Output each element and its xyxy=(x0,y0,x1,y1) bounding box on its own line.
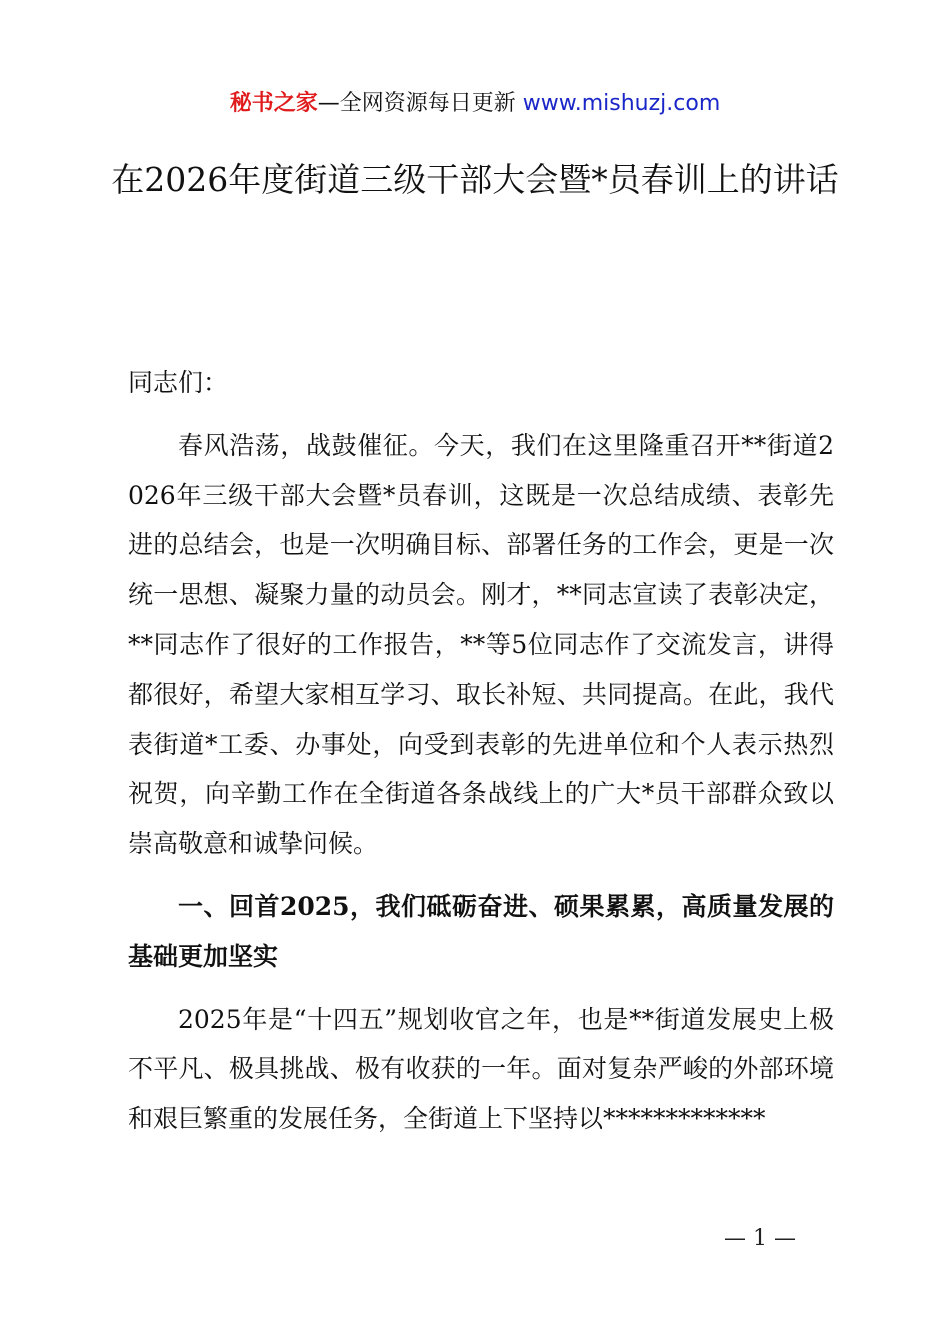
salutation: 同志们： xyxy=(128,368,229,397)
page-number: — 1 — xyxy=(724,1226,796,1251)
section-heading: 一、回首2025，我们砥砺奋进、硕果累累，高质量发展的基础更加坚实 xyxy=(128,891,834,971)
header-tagline: —全网资源每日更新 xyxy=(317,91,516,116)
site-header xyxy=(0,86,950,122)
brand-name: 秘书之家 xyxy=(229,91,318,116)
document-title: 在2026年度街道三级干部大会暨*员春训上的讲话 xyxy=(111,160,839,199)
site-url-link[interactable]: www.mishuzj.com xyxy=(522,91,721,116)
body-paragraph: 春风浩荡，战鼓催征。今天，我们在这里隆重召开**街道2026年三级干部大会暨*员春训，这既是一次总结成绩、表彰先进的总结会，也是一次明确目标、部署任务的工作会，更是一次统一思想、凝聚力量的动员会。刚才，**同志宣读了表彰决定，**同志作了很好的工作报告，**等5位同志作了交流发言，讲得都很好，希望大家相互学习、取长补短、共同提高。在此，我代表街道*工委、办事处，向受到表彰的先进单位和个人表示热烈祝贺，向辛勤工作在全街道各条战线上的广大*员干部群众致以崇高敬意和诚挚问候。 xyxy=(128,430,834,859)
document-body xyxy=(128,358,834,1157)
body-paragraph: 2025年是“十四五”规划收官之年，也是**街道发展史上极不平凡、极具挑战、极有收获的一年。面对复杂严峻的外部环境和艰巨繁重的发展任务，全街道上下坚持以************* xyxy=(128,1004,834,1134)
